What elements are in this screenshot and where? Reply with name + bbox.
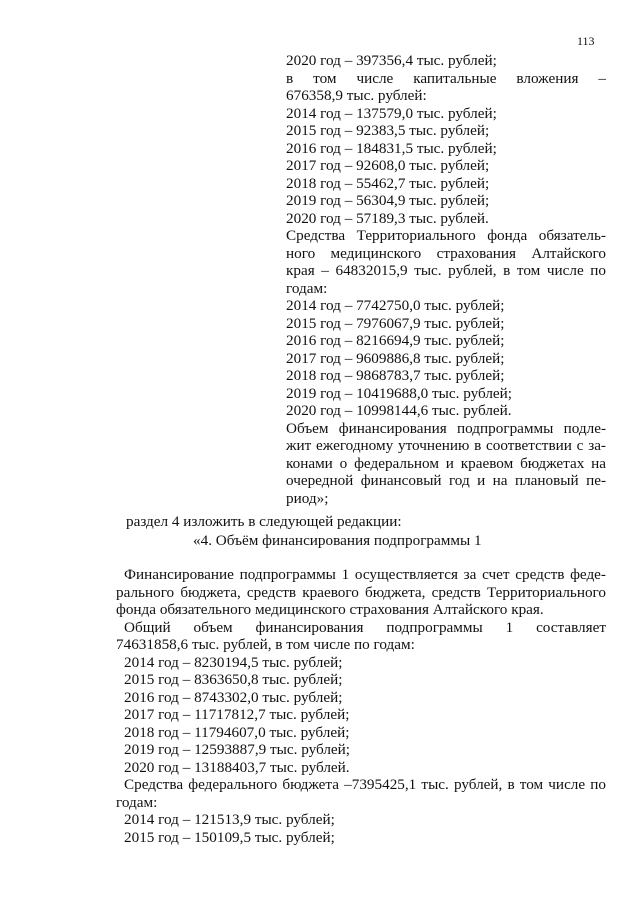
text-line: 74631858,6 тыс. рублей, в том числе по годам: [116, 636, 415, 653]
text-line: Общий объем финансирования подпрограммы 1 составляет [124, 618, 606, 636]
section-instruction: раздел 4 изложить в следующей редакции: [126, 513, 402, 530]
text-line: 2019 год – 12593887,9 тыс. рублей; [124, 741, 351, 758]
text-line: риод»; [286, 489, 329, 507]
text-line: 2014 год – 121513,9 тыс. рублей; [124, 811, 335, 828]
text-line: 2020 год – 13188403,7 тыс. рублей. [124, 758, 350, 776]
text-line: ного медицинского страхования Алтайского [286, 244, 606, 262]
text-line: Средства Территориального фонда обязатель- [286, 227, 606, 244]
right-column-text [286, 52, 606, 507]
text-line: 2019 год – 56304,9 тыс. рублей; [286, 192, 490, 209]
text-line: 2015 год – 92383,5 тыс. рублей; [286, 122, 490, 139]
text-line: годам: [286, 279, 328, 297]
text-line: рального бюджета, средств краевого бюджета, средств Территориального [116, 583, 606, 601]
text-line: очередной финансовый год и на плановый пе- [286, 472, 606, 489]
text-line: 2015 год – 150109,5 тыс. рублей; [124, 828, 335, 846]
text-line: края – 64832015,9 тыс. рублей, в том числе по [286, 262, 606, 279]
text-line: 2016 год – 184831,5 тыс. рублей; [286, 139, 497, 157]
text-line: 2020 год – 397356,4 тыс. рублей; [286, 52, 497, 69]
text-line: 2016 год – 8743302,0 тыс. рублей; [124, 688, 343, 706]
text-line: Финансирование подпрограммы 1 осуществляется за счет средств феде- [124, 566, 606, 583]
text-line: в том числе капитальные вложения – [286, 69, 606, 87]
text-line: 2014 год – 7742750,0 тыс. рублей; [286, 297, 505, 314]
text-line: конами о федеральном и краевом бюджетах на [286, 454, 606, 472]
section-body [116, 566, 606, 846]
text-line: 2017 год – 11717812,7 тыс. рублей; [124, 706, 350, 723]
text-line: 2016 год – 8216694,9 тыс. рублей; [286, 332, 505, 349]
text-line: 2018 год – 55462,7 тыс. рублей; [286, 174, 490, 192]
text-line: 676358,9 тыс. рублей: [286, 87, 427, 104]
text-line: 2014 год – 8230194,5 тыс. рублей; [124, 653, 343, 671]
text-line: фонда обязательного медицинского страхования Алтайского края. [116, 601, 544, 618]
text-line: 2014 год – 137579,0 тыс. рублей; [286, 104, 497, 122]
page-number: 113 [577, 34, 595, 48]
text-line: 2017 год – 92608,0 тыс. рублей; [286, 157, 490, 174]
text-line: 2018 год – 11794607,0 тыс. рублей; [124, 723, 350, 741]
text-line: 2018 год – 9868783,7 тыс. рублей; [286, 367, 505, 384]
text-line: Средства федерального бюджета –7395425,1 тыс. рублей, в том числе по [124, 776, 606, 793]
text-line: Объем финансирования подпрограммы подле- [286, 419, 606, 437]
section-heading: «4. Объём финансирования подпрограммы 1 [193, 532, 482, 549]
text-line: 2020 год – 57189,3 тыс. рублей. [286, 209, 489, 227]
text-line: 2017 год – 9609886,8 тыс. рублей; [286, 349, 505, 367]
text-line: годам: [116, 793, 158, 811]
text-line: 2015 год – 8363650,8 тыс. рублей; [124, 671, 343, 688]
text-line: 2020 год – 10998144,6 тыс. рублей. [286, 402, 512, 419]
text-line: 2015 год – 7976067,9 тыс. рублей; [286, 314, 505, 332]
text-line: жит ежегодному уточнению в соответствии с за- [286, 437, 606, 454]
text-line: 2019 год – 10419688,0 тыс. рублей; [286, 384, 513, 402]
